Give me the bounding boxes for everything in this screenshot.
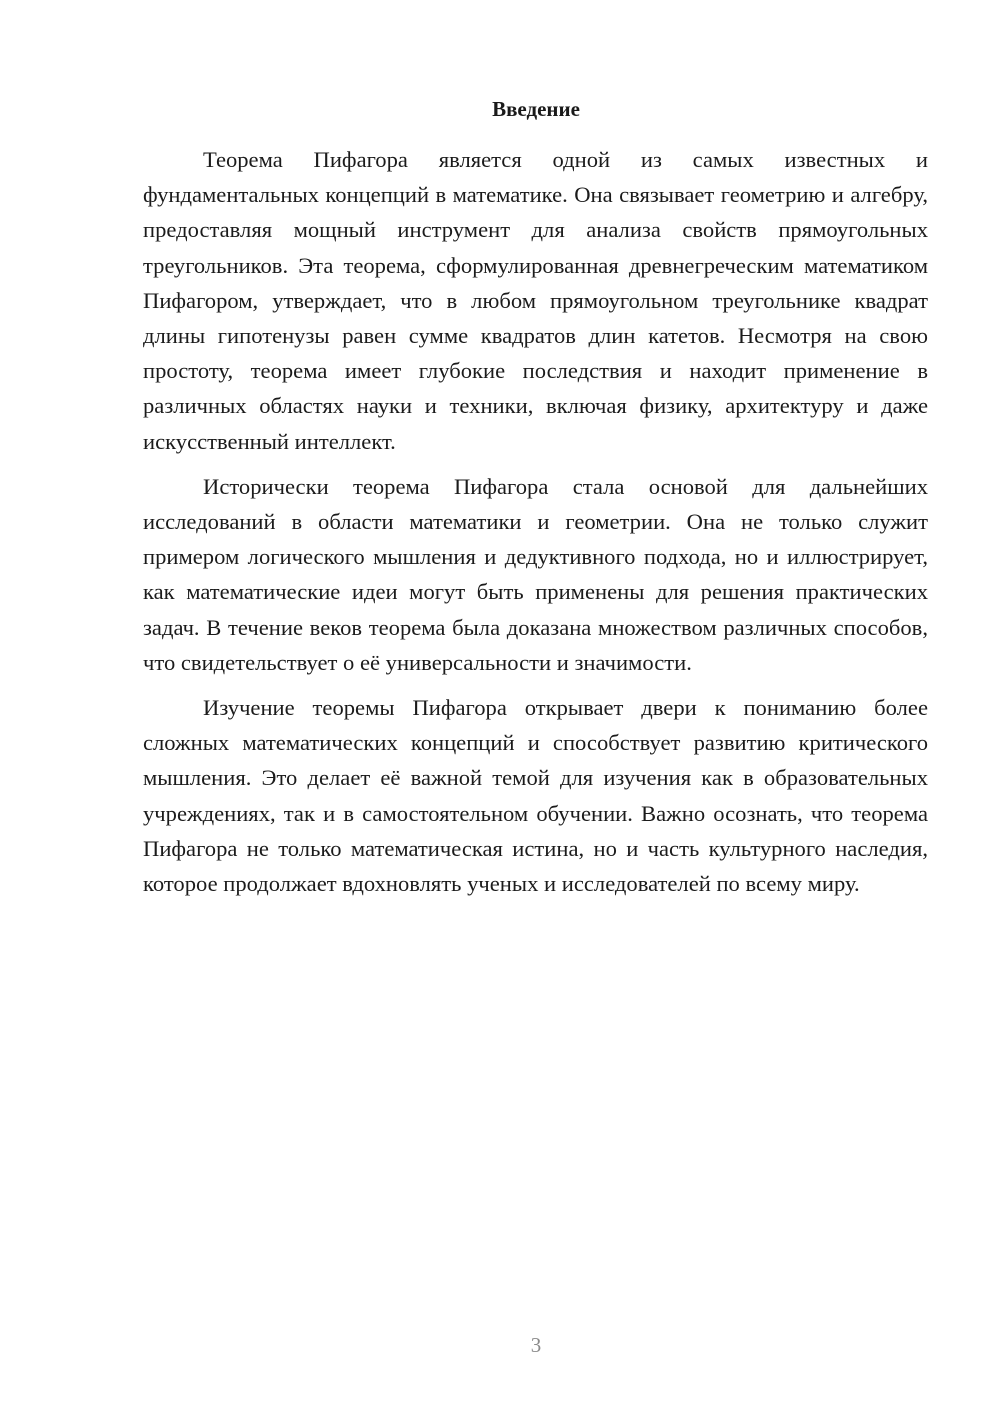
paragraph-2: Исторически теорема Пифагора стала основой для дальнейших исследований в области математики и геометрии. Она не только служит примером логического мышления и дедуктивного подхода, но и иллюстрирует, как математические идеи могут быть применены для решения практических задач. В течение веков теорема была доказана множеством различных способов, что свидетельствует о её универсальности и значимости. xyxy=(143,473,928,675)
paragraph-1: Теорема Пифагора является одной из самых известных и фундаментальных концепций в математике. Она связывает геометрию и алгебру, предоставляя мощный инструмент для анализа свойств прямоугольных треугольников. Эта теорема, сформулированная древнегреческим математиком Пифагором, утверждает, что в любом прямоугольном треугольнике квадрат длины гипотенузы равен сумме квадратов длин катетов. Несмотря на свою простоту, теорема имеет глубокие последствия и находит применение в различных областях науки и техники, включая физику, архитектуру и даже искусственный интеллект. xyxy=(143,147,928,454)
body-text xyxy=(143,142,928,901)
paragraph-3: Изучение теоремы Пифагора открывает двери к пониманию более сложных математических концепций и способствует развитию критического мышления. Это делает её важной темой для изучения как в образовательных учреждениях, так и в самостоятельном обучении. Важно осознать, что теорема Пифагора не только математическая истина, но и часть культурного наследия, которое продолжает вдохновлять ученых и исследователей по всему миру. xyxy=(143,695,928,897)
section-heading: Введение xyxy=(492,97,580,121)
page-number: 3 xyxy=(530,1333,542,1357)
